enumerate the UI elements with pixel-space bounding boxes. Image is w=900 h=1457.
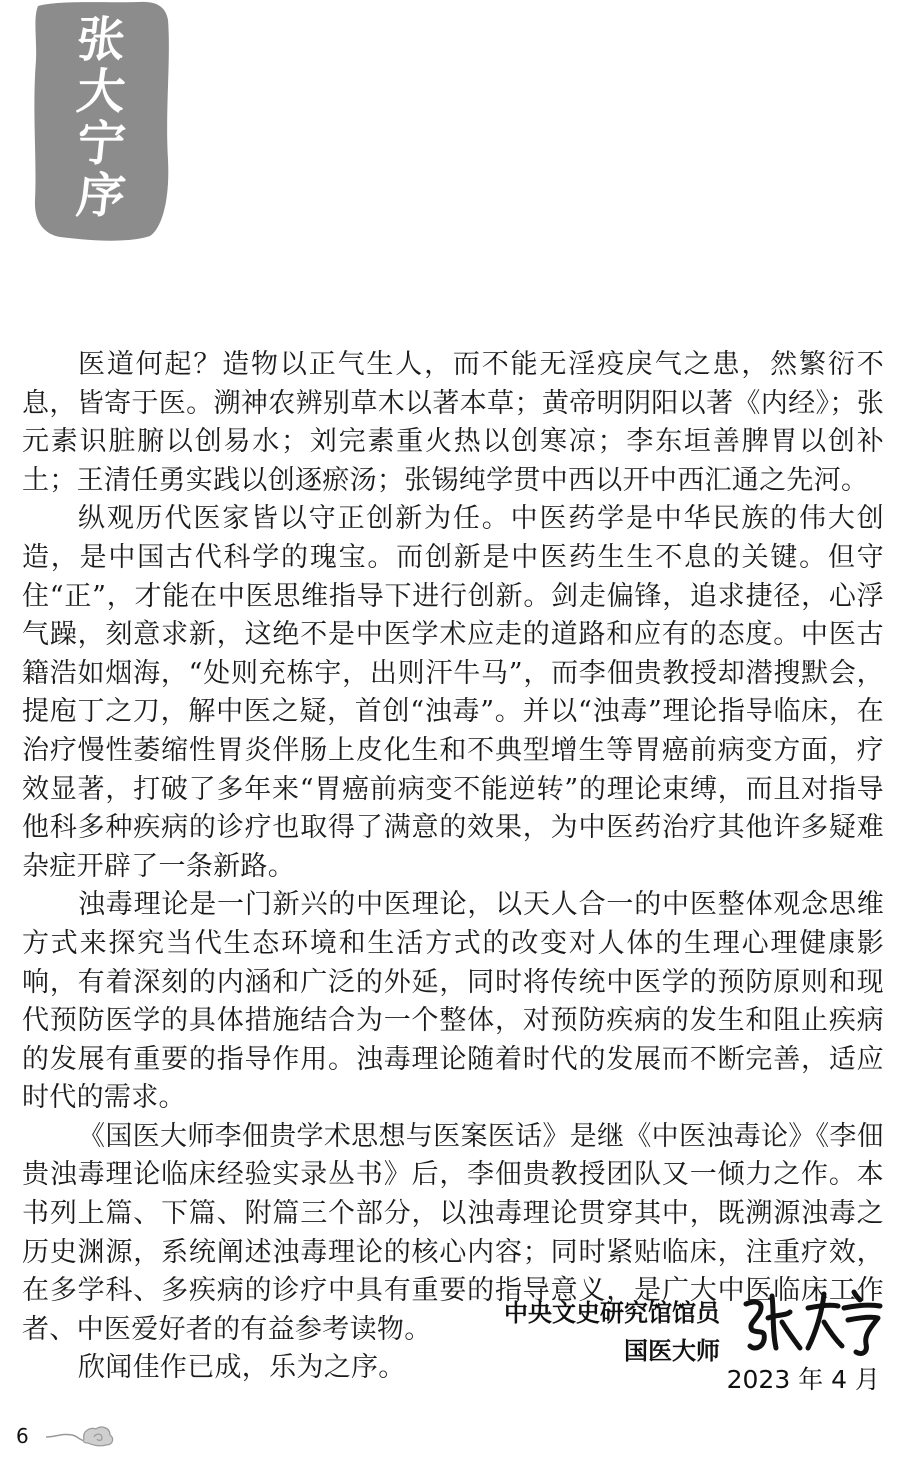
seal-char: 宁 bbox=[74, 116, 128, 172]
date: 2023 年 4 月 bbox=[726, 1365, 880, 1394]
author-title-line: 国医大师 bbox=[624, 1337, 720, 1365]
author-title-line: 中央文史研究馆馆员 bbox=[504, 1299, 720, 1327]
paragraph: 纵观历代医家皆以守正创新为任。中医药学是中华民族的伟大创造，是中国古代科学的瑰宝。而创新是中医药生生不息的关键。但守住“正”，才能在中医思维指导下进行创新。剑走偏锋，追求捷径，心浮气躁，刻意求新，这绝不是中医学术应走的道路和应有的态度。中医古籍浩如烟海，“处则充栋宇，出则汗牛马”，而李佃贵教授却潜搜默会，提庖丁之刀，解中医之疑，首创“浊毒”。并以“浊毒”理论指导临床，在治疗慢性萎缩性胃炎伴肠上皮化生和不典型增生等胃癌前病变方面，疗效显著，打破了多年来“胃癌前病变不能逆转”的理论束缚，而且对指导他科多种疾病的诊疗也取得了满意的效果，为中医药治疗其他许多疑难杂症开辟了一条新路。 bbox=[22, 503, 884, 882]
seal-char: 张 bbox=[74, 12, 128, 68]
preface-body bbox=[22, 346, 884, 1388]
paragraph: 医道何起？造物以正气生人，而不能无淫疫戾气之患，然繁衍不息，皆寄于医。溯神农辨别草木以著本草；黄帝明阴阳以著《内经》；张元素识脏腑以创易水；刘完素重火热以创寒凉；李东垣善脾胃以创补土；王清任勇实践以创逐瘀汤；张锡纯学贯中西以开中西汇通之先河。 bbox=[22, 349, 884, 496]
title-seal bbox=[30, 0, 172, 242]
handwritten-signature bbox=[738, 1282, 888, 1362]
paragraph: 《国医大师李佃贵学术思想与医案医话》是继《中医浊毒论》《李佃贵浊毒理论临床经验实录丛书》后，李佃贵教授团队又一倾力之作。本书列上篇、下篇、附篇三个部分，以浊毒理论贯穿其中，既溯源浊毒之历史渊源，系统阐述浊毒理论的核心内容；同时紧贴临床，注重疗效，在多学科、多疾病的诊疗中具有重要的指导意义，是广大中医临床工作者、中医爱好者的有益参考读物。 bbox=[22, 1120, 884, 1345]
paragraph: 欣闻佳作已成，乐为之序。 bbox=[78, 1352, 406, 1384]
seal-char: 序 bbox=[74, 168, 128, 224]
seal-char: 大 bbox=[74, 64, 128, 120]
author-titles bbox=[504, 1294, 720, 1370]
page-number: 6 bbox=[16, 1424, 29, 1448]
cloud-ornament-icon bbox=[44, 1423, 116, 1449]
paragraph: 浊毒理论是一门新兴的中医理论，以天人合一的中医整体观念思维方式来探究当代生态环境和生活方式的改变对人体的生理心理健康影响，有着深刻的内涵和广泛的外延，同时将传统中医学的预防原则和现代预防医学的具体措施结合为一个整体，对预防疾病的发生和阻止疾病的发展有重要的指导作用。浊毒理论随着时代的发展而不断完善，适应时代的需求。 bbox=[22, 889, 884, 1114]
seal-title bbox=[30, 14, 172, 222]
